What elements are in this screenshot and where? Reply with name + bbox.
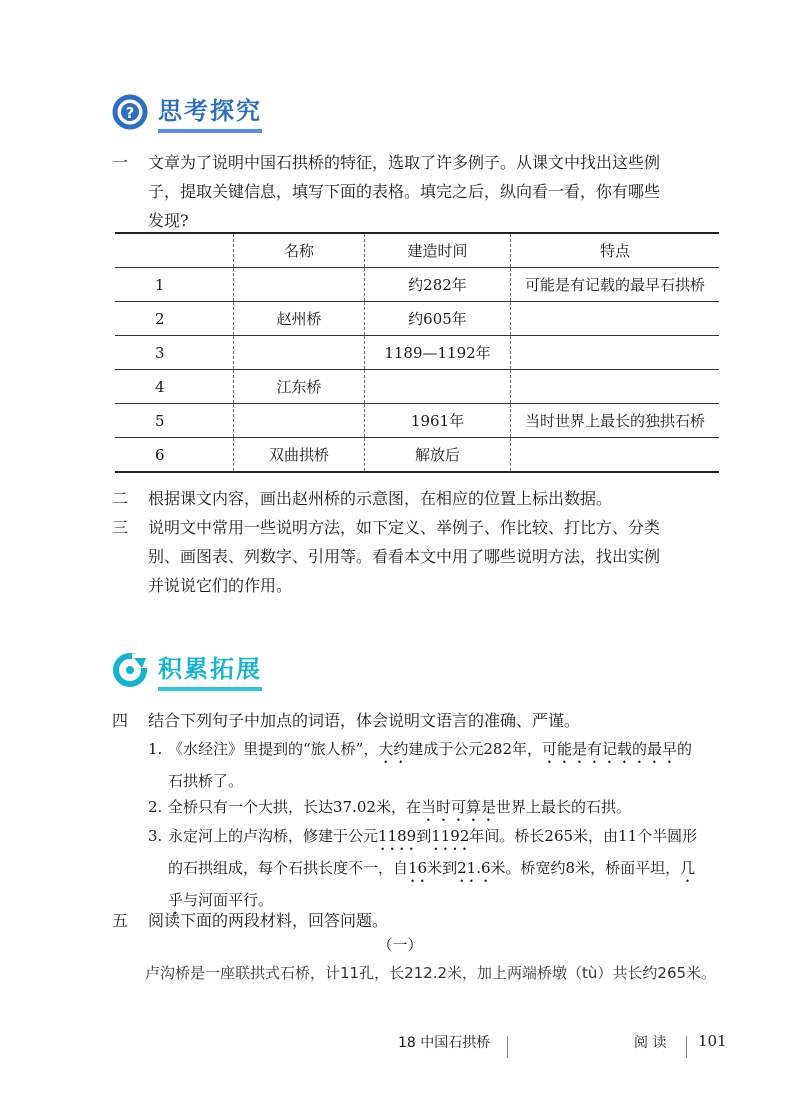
table-cell (511, 302, 720, 336)
question-text-line: 文章为了说明中国石拱桥的特征，选取了许多例子。从课文中找出这些例 (148, 153, 661, 172)
emphasized-word: 16 (408, 859, 428, 877)
table-cell: 约605年 (365, 302, 511, 336)
question-text-line: 发现? (148, 211, 189, 230)
material-paragraph: 卢沟桥是一座联拱式石桥，计11孔，长212.2米，加上两端桥墩（tù）共长约265米。 (145, 964, 717, 982)
table-cell (234, 336, 365, 370)
table-cell (234, 268, 365, 302)
emphasized-word: 可能是有记载的最早 (542, 740, 678, 758)
table-cell: 双曲拱桥 (234, 438, 365, 473)
table-row (115, 404, 719, 438)
sentence-2 (148, 793, 728, 825)
question-badge-icon (112, 94, 148, 130)
table-cell: 4 (115, 370, 234, 404)
sentence-text: 米。桥宽约8米，桥面平坦， (490, 859, 681, 877)
emphasized-word: 大约 (378, 740, 409, 758)
question-text-line: 子，提取关键信息，填写下面的表格。填完之后，纵向看一看，你有哪些 (148, 182, 661, 201)
table-cell (365, 370, 511, 404)
table-cell: 约282年 (365, 268, 511, 302)
question-2 (112, 484, 722, 513)
sentence-text: 的 (677, 740, 693, 758)
sentence-1 (148, 735, 728, 796)
table-cell: 1 (115, 268, 234, 302)
section-title: 积累拓展 (158, 649, 262, 691)
table-cell: 江东桥 (234, 370, 365, 404)
sentence-text: 永定河上的卢沟桥，修建于公元 (168, 827, 379, 845)
emphasized-word: 1189 (378, 827, 417, 845)
section-header-expansion (112, 650, 262, 690)
table-cell: 3 (115, 336, 234, 370)
table-cell: 解放后 (365, 438, 511, 473)
sentence-text: 建成于公元282年， (408, 740, 542, 758)
table-header-row (115, 233, 719, 268)
sentence-text: 米到 (427, 859, 458, 877)
svg-text:?: ? (125, 104, 135, 122)
question-number: 二 (112, 489, 129, 508)
table-row (115, 302, 719, 336)
section-title: 思考探究 (158, 91, 262, 133)
emphasized-word: 1192 (431, 827, 470, 845)
table-row (115, 268, 719, 302)
question-text-line: 根据课文内容，画出赵州桥的示意图，在相应的位置上标出数据。 (148, 489, 613, 508)
question-text-line: 说明文中常用一些说明方法，如下定义、举例子、作比较、打比方、分类 (148, 518, 661, 537)
question-4 (112, 706, 722, 735)
question-number: 三 (112, 518, 129, 537)
section-header-thinking (112, 92, 262, 132)
sentence-number: 3. (148, 827, 163, 845)
table-cell: 5 (115, 404, 234, 438)
emphasized-word: 几 (680, 859, 696, 877)
footer-lesson: 18 中国石拱桥 (398, 1035, 491, 1051)
table-cell: 当时世界上最长的独拱石桥 (511, 404, 720, 438)
footer-divider (507, 1036, 508, 1058)
table-cell (234, 404, 365, 438)
question-text-line: 阅读下面的两段材料，回答问题。 (148, 911, 389, 930)
emphasized-word: 乎 (168, 891, 184, 909)
footer-unit: 阅 读 (634, 1035, 667, 1051)
table-cell: 6 (115, 438, 234, 473)
sentence-text: 年间。桥长265米，由11个半圆形 (469, 827, 698, 845)
sentence-number: 2. (148, 798, 163, 816)
sentence-text: 与河面平行。 (183, 891, 274, 909)
question-1 (112, 148, 722, 235)
question-text-line: 并说说它们的作用。 (148, 576, 293, 595)
table-cell: 2 (115, 302, 234, 336)
question-number: 一 (112, 153, 129, 172)
table-cell: 1961年 (365, 404, 511, 438)
table-header (115, 233, 234, 268)
sentence-text: 的石拱组成，每个石拱长度不一，自 (168, 859, 409, 877)
arrow-cycle-icon (112, 652, 148, 688)
question-text-line: 别、画图表、列数字、引用等。看看本文中用了哪些说明方法，找出实例 (148, 547, 661, 566)
table-cell (511, 370, 720, 404)
question-3 (112, 513, 722, 600)
sentence-number: 1. (148, 740, 163, 758)
table-cell: 1189—1192年 (365, 336, 511, 370)
table-row (115, 336, 719, 370)
table-cell: 赵州桥 (234, 302, 365, 336)
question-number: 五 (112, 911, 129, 930)
table-cell (511, 438, 720, 473)
bridge-table (115, 232, 719, 473)
page-number: 101 (698, 1032, 727, 1050)
table-row (115, 438, 719, 473)
sentence-text: 《水经注》里提到的“旅人桥”， (168, 740, 379, 758)
sentence-text: 世界上最长的石拱。 (495, 798, 631, 816)
table-cell: 可能是有记载的最早石拱桥 (511, 268, 720, 302)
sentence-text: 全桥只有一个大拱，长达37.02米，在 (168, 798, 421, 816)
table-header: 名称 (234, 233, 365, 268)
question-5 (112, 906, 722, 935)
question-text-line: 结合下列句子中加点的词语，体会说明文语言的准确、严谨。 (148, 711, 581, 730)
emphasized-word: 21.6 (457, 859, 491, 877)
table-row (115, 370, 719, 404)
sentence-text: 到 (416, 827, 432, 845)
question-number: 四 (112, 711, 129, 730)
emphasized-word: 当时可算是 (420, 798, 496, 816)
table-header: 建造时间 (365, 233, 511, 268)
sentence-3 (148, 822, 728, 918)
sentence-text: 石拱桥了。 (168, 772, 244, 790)
material-label: （一） (377, 936, 423, 954)
table-header: 特点 (511, 233, 720, 268)
table-cell (511, 336, 720, 370)
footer-divider (686, 1036, 687, 1058)
